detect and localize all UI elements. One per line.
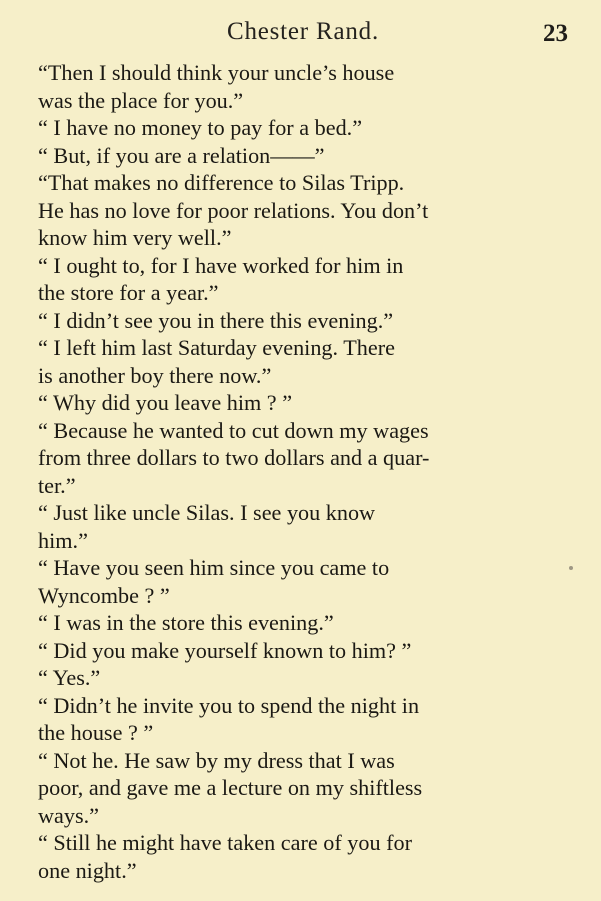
- paragraph: “ Not he. He saw by my dress that I was poor, and gave me a lecture on my shiftless ways.”: [38, 747, 423, 828]
- paragraph: “ I have no money to pay for a bed.”: [38, 115, 363, 140]
- paragraph: “ But, if you are a relation——”: [38, 142, 325, 168]
- paragraph: “ I left him last Saturday evening. There is another boy there now.”: [38, 335, 395, 388]
- paragraph: “ Did you make yourself known to him? ”: [38, 637, 412, 663]
- paragraph: “ I was in the store this evening.”: [38, 610, 334, 635]
- ink-speck: [569, 566, 573, 570]
- page-number: 23: [543, 20, 568, 47]
- paragraph: “That makes no difference to Silas Tripp. He has no love for poor relations. You don’t know him very well.”: [38, 170, 429, 250]
- paragraph: “Then I should think your uncle’s house was the place for you.”: [38, 60, 395, 113]
- page-header: [38, 14, 568, 54]
- paragraph: “ I didn’t see you in there this evening.”: [38, 307, 394, 333]
- paragraph: “ Still he might have taken care of you for one night.”: [38, 830, 412, 883]
- page-body: [38, 59, 564, 884]
- paragraph: “ Just like uncle Silas. I see you know him.”: [38, 500, 376, 553]
- running-head: Chester Rand.: [226, 18, 380, 45]
- paragraph: “ Why did you leave him ? ”: [38, 390, 293, 415]
- paragraph: “ Yes.”: [38, 665, 101, 690]
- paragraph: “ Have you seen him since you came to Wyncombe ? ”: [38, 555, 390, 608]
- paragraph: “ Because he wanted to cut down my wages from three dollars to two dollars and a quar- ter.”: [38, 417, 430, 498]
- paragraph: “ I ought to, for I have worked for him in the store for a year.”: [38, 252, 404, 305]
- paragraph: “ Didn’t he invite you to spend the night in the house ? ”: [38, 692, 420, 745]
